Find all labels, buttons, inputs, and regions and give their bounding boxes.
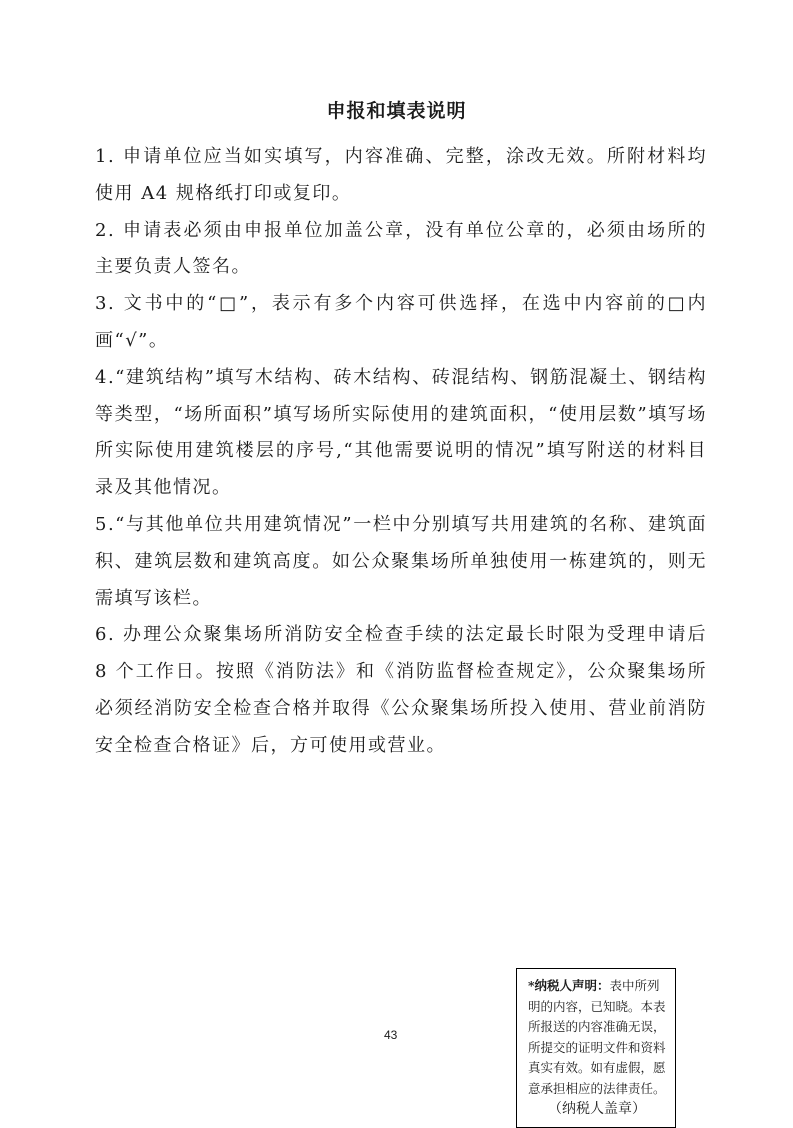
page-number: 43: [384, 1028, 398, 1042]
instruction-item-6: 6. 办理公众聚集场所消防安全检查手续的法定最长时限为受理申请后 8 个工作日。按照《消防法》和《消防监督检查规定》，公众聚集场所必须经消防安全检查合格并取得《公众聚集场所投入使用、营业前消防安全检查合格证》后，方可使用或营业。: [95, 624, 707, 756]
instruction-item-1: 1. 申请单位应当如实填写，内容准确、完整，涂改无效。所附材料均使用 A4 规格纸打印或复印。: [95, 146, 707, 204]
instruction-item-5: 5.“与其他单位共用建筑情况”一栏中分别填写共用建筑的名称、建筑面积、建筑层数和建筑高度。如公众聚集场所单独使用一栋建筑的，则无需填写该栏。: [95, 513, 707, 609]
instruction-item-4: 4.“建筑结构”填写木结构、砖木结构、砖混结构、钢筋混凝土、钢结构等类型，“场所面积”填写场所实际使用的建筑面积，“使用层数”填写场所实际使用建筑楼层的序号,“其他需要说明的情况”填写附送的材料目录及其他情况。: [95, 366, 707, 499]
taxpayer-seal-label: （纳税人盖章）: [548, 1101, 646, 1117]
instruction-item-3: 3. 文书中的“□”，表示有多个内容可供选择，在选中内容前的□内画“√”。: [95, 293, 707, 351]
page-title: 申报和填表说明: [326, 100, 467, 122]
instructions-body: [95, 139, 707, 765]
instruction-item-2: 2. 申请表必须由申报单位加盖公章，没有单位公章的，必须由场所的主要负责人签名。: [95, 219, 707, 278]
declaration-label: *纳税人声明：: [528, 978, 610, 993]
taxpayer-declaration-box: [516, 968, 676, 1128]
declaration-text: 表中所列明的内容，已知晓。本表所报送的内容准确无误，所提交的证明文件和资料真实有效。如有虚假，愿意承担相应的法律责任。: [528, 978, 666, 1096]
